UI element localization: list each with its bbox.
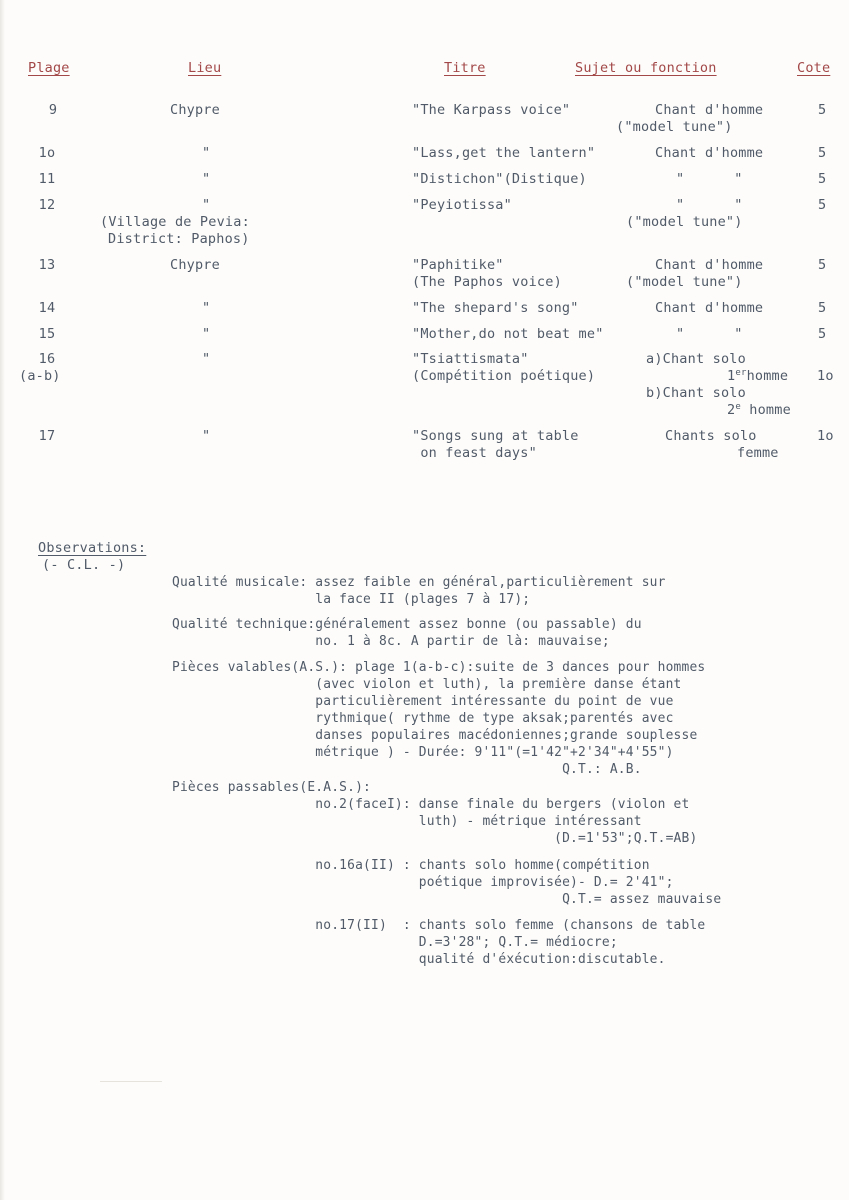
observation-line: no.17(II) : chants solo femme (chansons de table: [172, 918, 706, 933]
observation-line: Q.T.: A.B.: [172, 762, 642, 777]
observation-line: poétique improvisée)- D.= 2'41";: [172, 875, 674, 890]
row-lieu: Chypre: [170, 102, 220, 118]
row-lieu: ": [202, 300, 211, 316]
row-sujet: " ": [676, 171, 743, 187]
row-titre-2: (The Paphos voice): [412, 274, 562, 290]
observation-line: Q.T.= assez mauvaise: [172, 892, 722, 907]
observation-line: (avec violon et luth), la première danse étant: [172, 677, 682, 692]
observation-line: particulièrement intéressante du point de vue: [172, 694, 674, 709]
row-titre: "Songs sung at table: [412, 428, 579, 444]
observation-line: Qualité musicale: assez faible en général,particulièrement sur: [172, 575, 666, 590]
row-lieu-3: District: Paphos): [108, 231, 250, 247]
row-plage: 11: [38, 171, 56, 187]
observation-line: la face II (plages 7 à 17);: [172, 592, 531, 607]
row-sujet: Chant d'homme: [655, 102, 764, 118]
row-plage: 14: [38, 300, 56, 316]
row-sujet: " ": [676, 326, 743, 342]
row-sujet: Chant d'homme: [655, 300, 764, 316]
row-cote: 5: [818, 300, 827, 316]
row-sujet-2: ("model tune"): [626, 214, 743, 230]
observation-line: métrique ) - Durée: 9'11"(=1'42"+2'34"+4'55"): [172, 745, 674, 760]
row-plage: 1o: [38, 145, 56, 161]
row-cote: 5: [818, 257, 827, 273]
row-lieu-2: (Village de Pevia:: [100, 214, 250, 230]
row-titre: "The shepard's song": [412, 300, 579, 316]
header-cote: Cote: [797, 60, 831, 76]
row-titre-2: (Compétition poétique): [412, 368, 596, 384]
row-plage: 13: [38, 257, 56, 273]
row-lieu: ": [202, 428, 211, 444]
observation-line: Pièces valables(A.S.): plage 1(a-b-c):suite de 3 dances pour hommes: [172, 660, 706, 675]
ordinal-number: 1: [727, 368, 736, 384]
row-titre: "Tsiattismata": [412, 351, 529, 367]
row-lieu: ": [202, 145, 211, 161]
row-lieu: Chypre: [170, 257, 220, 273]
row-titre-2: on feast days": [412, 445, 537, 461]
observation-line: no.16a(II) : chants solo homme(compétition: [172, 858, 650, 873]
row-lieu: ": [202, 171, 211, 187]
row-sujet: Chant d'homme: [655, 145, 764, 161]
observation-line: qualité d'éxécution:discutable.: [172, 952, 666, 967]
observation-line: no. 1 à 8c. A partir de là: mauvaise;: [172, 634, 610, 649]
observation-line: (D.=1'53";Q.T.=AB): [172, 831, 698, 846]
observation-line: rythmique( rythme de type aksak;parentés avec: [172, 711, 674, 726]
ordinal-word: homme: [746, 368, 789, 384]
observation-line: luth) - métrique intéressant: [172, 814, 642, 829]
row-cote: 5: [818, 326, 827, 342]
row-plage: 12: [38, 197, 56, 213]
ordinal-number: 2: [727, 402, 736, 418]
row-sujet: " ": [676, 197, 743, 213]
ordinal-suffix: e: [735, 402, 741, 412]
faint-rule: [100, 1081, 162, 1082]
row-titre: "Mother,do not beat me": [412, 326, 604, 342]
row-plage: 15: [38, 326, 56, 342]
observations-title: Observations:: [38, 540, 147, 556]
observation-line: D.=3'28"; Q.T.= médiocre;: [172, 935, 618, 950]
row-sujet-2: [727, 368, 788, 386]
observation-line: no.2(faceI): danse finale du bergers (violon et: [172, 797, 690, 812]
row-lieu: ": [202, 326, 211, 342]
row-sujet: Chant d'homme: [655, 257, 764, 273]
ordinal-word: homme: [740, 402, 791, 418]
row-sujet-2: femme: [737, 445, 779, 461]
row-sujet-2: ("model tune"): [616, 119, 733, 135]
ordinal-suffix: er: [735, 368, 747, 378]
header-titre: Titre: [444, 60, 486, 76]
observation-line: Qualité technique:généralement assez bonne (ou passable) du: [172, 617, 642, 632]
row-titre: "Lass,get the lantern": [412, 145, 596, 161]
row-cote: 1o: [817, 428, 834, 444]
header-sujet: Sujet ou fonction: [575, 60, 717, 76]
row-plage: 17: [38, 428, 56, 444]
row-lieu: ": [202, 351, 211, 367]
row-sujet-2: ("model tune"): [626, 274, 743, 290]
row-sujet: a)Chant solo: [646, 351, 746, 367]
row-sujet-4: [727, 402, 791, 420]
row-titre: "Paphitike": [412, 257, 504, 273]
row-plage: 9: [48, 102, 58, 118]
row-titre: "Distichon"(Distique): [412, 171, 587, 187]
header-plage: Plage: [28, 60, 70, 76]
row-cote: 5: [818, 102, 827, 118]
row-plage: 16: [38, 351, 56, 367]
row-lieu: ": [202, 197, 211, 213]
observation-line: danses populaires macédoniennes;grande souplesse: [172, 728, 698, 743]
row-cote: 5: [818, 171, 827, 187]
row-plage-2: (a-b): [19, 368, 61, 384]
row-cote: 5: [818, 197, 827, 213]
row-sujet: Chants solo: [665, 428, 757, 444]
observation-line: Pièces passables(E.A.S.):: [172, 780, 372, 795]
row-cote: 5: [818, 145, 827, 161]
row-titre: "Peyiotissa": [412, 197, 512, 213]
row-cote: 1o: [817, 368, 834, 384]
page-edge-shadow: [0, 0, 5, 1200]
header-lieu: Lieu: [188, 60, 222, 76]
observations-author: (- C.L. -): [42, 557, 126, 573]
row-titre: "The Karpass voice": [412, 102, 571, 118]
row-sujet-3: b)Chant solo: [646, 385, 746, 401]
